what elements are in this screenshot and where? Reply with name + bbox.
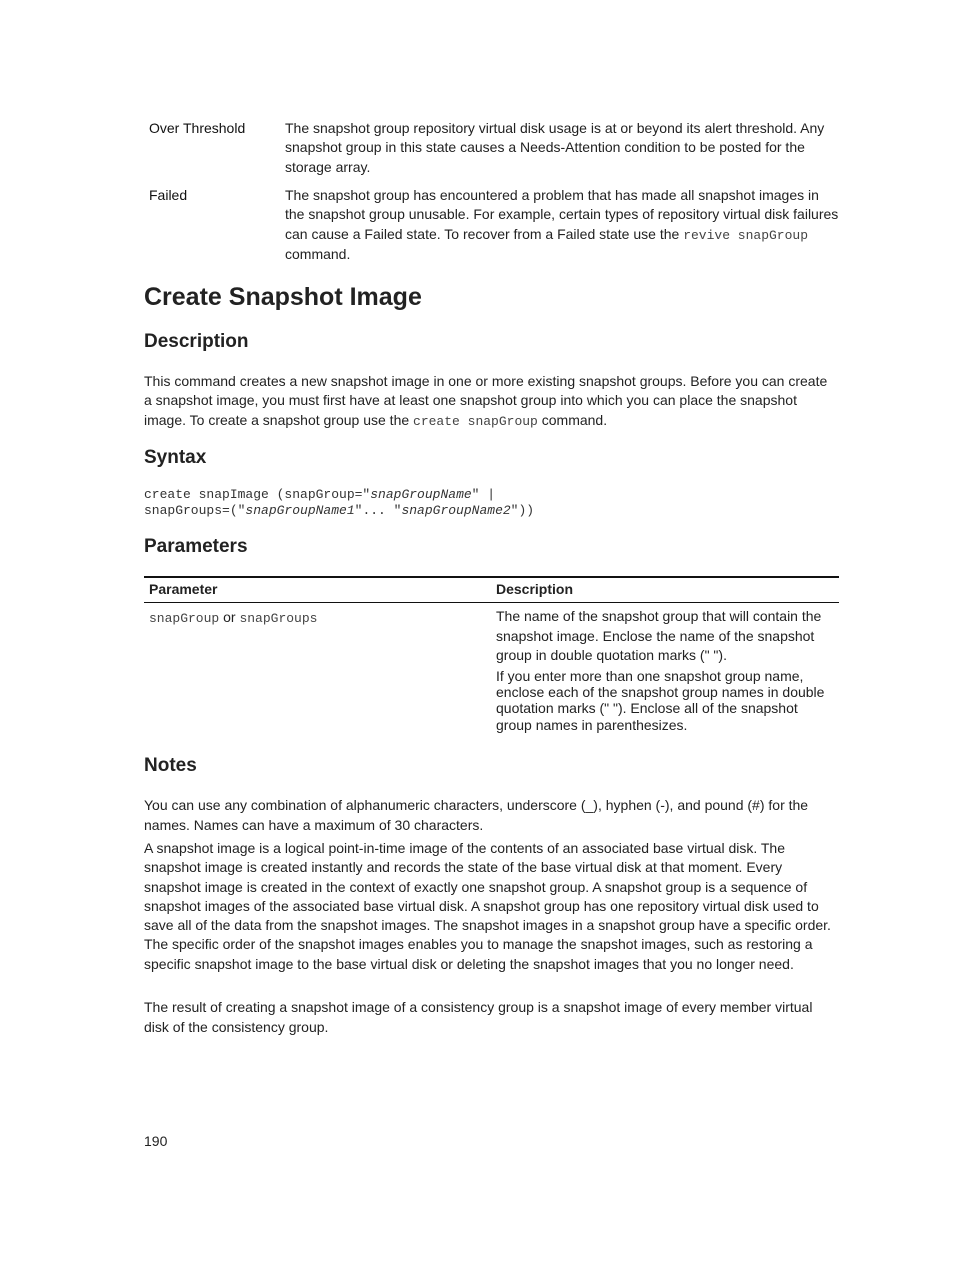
column-header-parameter: Parameter — [149, 581, 218, 597]
syntax-text: "... " — [354, 502, 402, 518]
table-header-rule — [144, 602, 839, 603]
description-heading: Description — [144, 331, 249, 352]
inline-code: revive snapGroup — [683, 227, 809, 243]
state-description-text: command. — [285, 245, 351, 262]
table-top-rule — [144, 576, 839, 578]
syntax-line-2 — [144, 503, 534, 518]
description-paragraph — [144, 372, 834, 431]
inline-code: snapGroups — [239, 611, 318, 626]
syntax-text: snapGroups=(" — [144, 502, 246, 518]
notes-heading: Notes — [144, 755, 197, 776]
parameters-heading: Parameters — [144, 536, 248, 557]
notes-paragraph-3: The result of creating a snapshot image of a consistency group is a snapshot image of every member virtual disk of the consistency group. — [144, 999, 813, 1035]
inline-code: create snapGroup — [413, 413, 538, 429]
syntax-text: create snapImage (snapGroup=" — [144, 487, 371, 502]
syntax-variable: snapGroupName2 — [401, 502, 511, 518]
state-description — [285, 186, 839, 264]
table-cell-description: The name of the snapshot group that will contain the snapshot image. Enclose the name of the snapshot group in double quotation marks (" "). — [496, 608, 822, 663]
syntax-variable: snapGroupName1 — [245, 502, 355, 518]
syntax-code-block — [144, 487, 534, 518]
notes-paragraph-1: You can use any combination of alphanumeric characters, underscore (_), hyphen (-), and pound (#) for the names. Names can have a maximum of 30 characters. — [144, 797, 809, 833]
state-term: Failed — [149, 187, 188, 203]
state-term: Over Threshold — [149, 120, 246, 136]
column-header-description: Description — [496, 581, 574, 597]
inline-code: snapGroup — [149, 611, 220, 626]
syntax-text: " | — [471, 487, 496, 502]
cell-text: or — [219, 609, 240, 625]
syntax-line-1 — [144, 487, 495, 502]
state-description-text: The snapshot group has encountered a problem that has made all snapshot images in the snapshot group unusable. For example, certain types of repository virtual disk failures can cause a Failed state. To recover from a Failed state use the — [285, 187, 839, 242]
state-description: The snapshot group repository virtual disk usage is at or beyond its alert threshold. Any snapshot group in this state causes a Needs-Attention condition to be posted for the storage array. — [285, 120, 825, 175]
syntax-variable: snapGroupName — [370, 487, 472, 502]
page-title: Create Snapshot Image — [144, 283, 422, 311]
notes-paragraph-2: A snapshot image is a logical point-in-time image of the contents of an associated base virtual disk. The snapshot image is created instantly and records the state of the base virtual disk at that moment. Every snapshot image is created in the context of exactly one snapshot group. A snapshot group is a sequence of snapshot images of the associated base virtual disk. A snapshot group has one repository virtual disk used to save all of the data from the snapshot images. The snapshot images in a snapshot group have a specific order. The specific order of the snapshot images enables you to manage the snapshot images, such as restoring a specific snapshot image to the base virtual disk or deleting the snapshot images that you no longer need. — [144, 840, 831, 972]
table-cell-parameter — [149, 608, 317, 628]
description-text: This command creates a new snapshot image in one or more existing snapshot groups. Before you can create a snapshot image, you must first have at least one snapshot group into which you can place the snapshot image. To create a snapshot group use the — [144, 373, 828, 428]
description-text: command. — [537, 411, 608, 428]
table-cell-description: If you enter more than one snapshot group name, enclose each of the snapshot group names in double quotation marks (" "). Enclose all of the snapshot group names in parenthesizes. — [496, 668, 825, 733]
syntax-heading: Syntax — [144, 447, 207, 468]
page-number: 190 — [144, 1133, 168, 1149]
syntax-text: ")) — [510, 502, 535, 518]
